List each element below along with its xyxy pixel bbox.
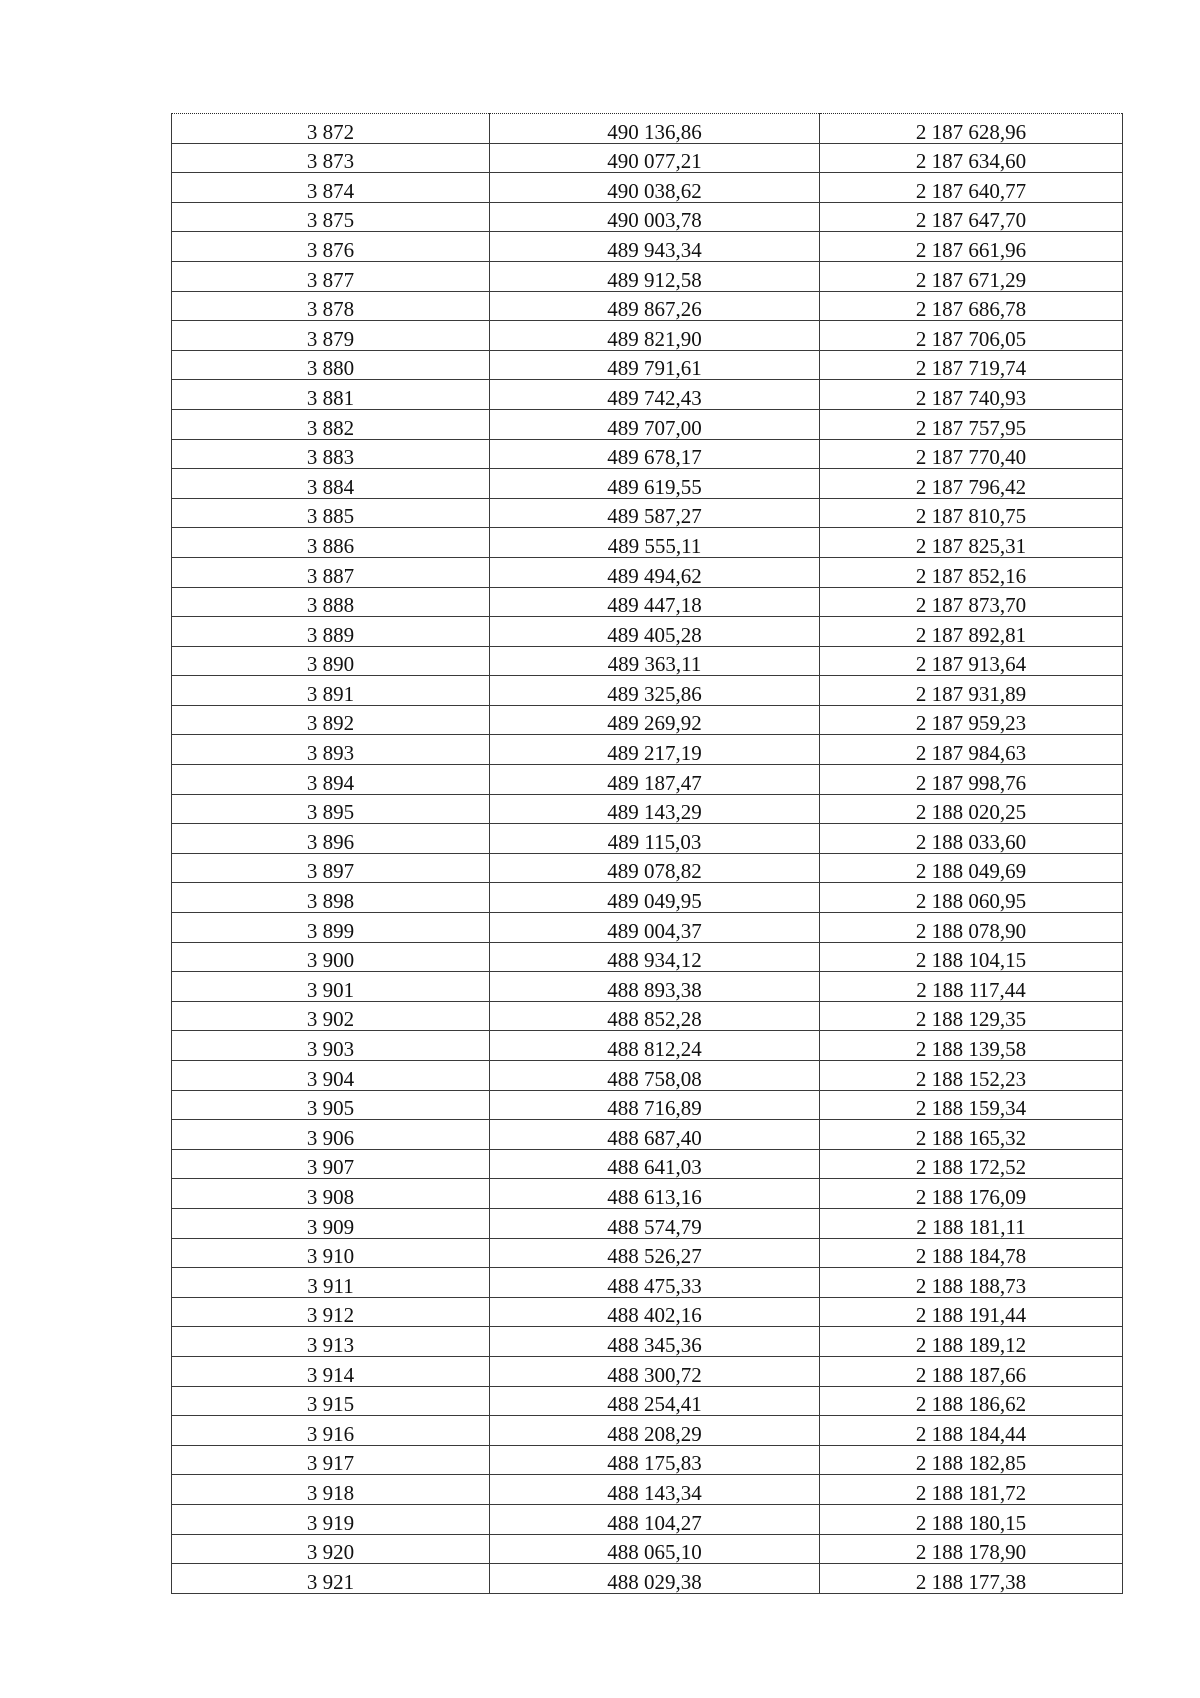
x-coordinate-cell: 489 791,61 bbox=[490, 350, 820, 380]
y-coordinate-cell: 2 187 892,81 bbox=[820, 617, 1123, 647]
x-coordinate-cell: 488 254,41 bbox=[490, 1386, 820, 1416]
table-row bbox=[172, 913, 1123, 943]
x-coordinate-cell: 489 405,28 bbox=[490, 617, 820, 647]
x-coordinate-cell: 489 742,43 bbox=[490, 380, 820, 410]
y-coordinate-cell: 2 187 913,64 bbox=[820, 646, 1123, 676]
x-coordinate-cell: 488 687,40 bbox=[490, 1120, 820, 1150]
point-number-cell: 3 912 bbox=[172, 1297, 490, 1327]
point-number-cell: 3 880 bbox=[172, 350, 490, 380]
table-row bbox=[172, 646, 1123, 676]
y-coordinate-cell: 2 187 671,29 bbox=[820, 261, 1123, 291]
table-row bbox=[172, 439, 1123, 469]
x-coordinate-cell: 488 175,83 bbox=[490, 1445, 820, 1475]
table-row bbox=[172, 528, 1123, 558]
table-row bbox=[172, 1090, 1123, 1120]
x-coordinate-cell: 488 574,79 bbox=[490, 1208, 820, 1238]
table-row bbox=[172, 1386, 1123, 1416]
point-number-cell: 3 907 bbox=[172, 1149, 490, 1179]
x-coordinate-cell: 489 078,82 bbox=[490, 853, 820, 883]
y-coordinate-cell: 2 188 188,73 bbox=[820, 1268, 1123, 1298]
y-coordinate-cell: 2 188 184,44 bbox=[820, 1416, 1123, 1446]
x-coordinate-cell: 489 049,95 bbox=[490, 883, 820, 913]
x-coordinate-cell: 488 893,38 bbox=[490, 972, 820, 1002]
table-row bbox=[172, 883, 1123, 913]
y-coordinate-cell: 2 188 152,23 bbox=[820, 1061, 1123, 1091]
point-number-cell: 3 884 bbox=[172, 469, 490, 499]
y-coordinate-cell: 2 188 176,09 bbox=[820, 1179, 1123, 1209]
point-number-cell: 3 883 bbox=[172, 439, 490, 469]
point-number-cell: 3 906 bbox=[172, 1120, 490, 1150]
table-row bbox=[172, 498, 1123, 528]
x-coordinate-cell: 488 852,28 bbox=[490, 1001, 820, 1031]
x-coordinate-cell: 488 104,27 bbox=[490, 1504, 820, 1534]
table-row bbox=[172, 261, 1123, 291]
table-row bbox=[172, 1445, 1123, 1475]
x-coordinate-cell: 489 587,27 bbox=[490, 498, 820, 528]
table-row bbox=[172, 1416, 1123, 1446]
table-row bbox=[172, 587, 1123, 617]
y-coordinate-cell: 2 187 686,78 bbox=[820, 291, 1123, 321]
x-coordinate-cell: 489 707,00 bbox=[490, 409, 820, 439]
point-number-cell: 3 909 bbox=[172, 1208, 490, 1238]
y-coordinate-cell: 2 188 033,60 bbox=[820, 824, 1123, 854]
point-number-cell: 3 877 bbox=[172, 261, 490, 291]
table-row bbox=[172, 1061, 1123, 1091]
point-number-cell: 3 916 bbox=[172, 1416, 490, 1446]
table-row bbox=[172, 1564, 1123, 1594]
point-number-cell: 3 905 bbox=[172, 1090, 490, 1120]
point-number-cell: 3 902 bbox=[172, 1001, 490, 1031]
y-coordinate-cell: 2 187 706,05 bbox=[820, 321, 1123, 351]
y-coordinate-cell: 2 188 187,66 bbox=[820, 1356, 1123, 1386]
y-coordinate-cell: 2 188 186,62 bbox=[820, 1386, 1123, 1416]
point-number-cell: 3 889 bbox=[172, 617, 490, 647]
table-row bbox=[172, 173, 1123, 203]
table-row bbox=[172, 824, 1123, 854]
y-coordinate-cell: 2 187 661,96 bbox=[820, 232, 1123, 262]
x-coordinate-cell: 489 447,18 bbox=[490, 587, 820, 617]
table-row bbox=[172, 1001, 1123, 1031]
point-number-cell: 3 904 bbox=[172, 1061, 490, 1091]
table-row bbox=[172, 409, 1123, 439]
x-coordinate-cell: 488 526,27 bbox=[490, 1238, 820, 1268]
table-row bbox=[172, 705, 1123, 735]
coordinates-table bbox=[171, 113, 1123, 1594]
table-row bbox=[172, 617, 1123, 647]
x-coordinate-cell: 489 555,11 bbox=[490, 528, 820, 558]
point-number-cell: 3 921 bbox=[172, 1564, 490, 1594]
y-coordinate-cell: 2 187 647,70 bbox=[820, 202, 1123, 232]
point-number-cell: 3 893 bbox=[172, 735, 490, 765]
x-coordinate-cell: 488 613,16 bbox=[490, 1179, 820, 1209]
table-row bbox=[172, 1297, 1123, 1327]
table-row bbox=[172, 765, 1123, 795]
y-coordinate-cell: 2 188 189,12 bbox=[820, 1327, 1123, 1357]
x-coordinate-cell: 489 269,92 bbox=[490, 705, 820, 735]
point-number-cell: 3 881 bbox=[172, 380, 490, 410]
table-row bbox=[172, 1534, 1123, 1564]
table-row bbox=[172, 557, 1123, 587]
point-number-cell: 3 913 bbox=[172, 1327, 490, 1357]
point-number-cell: 3 900 bbox=[172, 942, 490, 972]
x-coordinate-cell: 488 812,24 bbox=[490, 1031, 820, 1061]
x-coordinate-cell: 489 363,11 bbox=[490, 646, 820, 676]
x-coordinate-cell: 488 300,72 bbox=[490, 1356, 820, 1386]
x-coordinate-cell: 489 187,47 bbox=[490, 765, 820, 795]
y-coordinate-cell: 2 188 049,69 bbox=[820, 853, 1123, 883]
x-coordinate-cell: 489 867,26 bbox=[490, 291, 820, 321]
table-row bbox=[172, 1356, 1123, 1386]
y-coordinate-cell: 2 188 060,95 bbox=[820, 883, 1123, 913]
x-coordinate-cell: 489 912,58 bbox=[490, 261, 820, 291]
table-row bbox=[172, 1149, 1123, 1179]
x-coordinate-cell: 489 619,55 bbox=[490, 469, 820, 499]
x-coordinate-cell: 490 136,86 bbox=[490, 114, 820, 144]
point-number-cell: 3 873 bbox=[172, 143, 490, 173]
y-coordinate-cell: 2 188 139,58 bbox=[820, 1031, 1123, 1061]
table-row bbox=[172, 469, 1123, 499]
table-row bbox=[172, 380, 1123, 410]
point-number-cell: 3 890 bbox=[172, 646, 490, 676]
point-number-cell: 3 898 bbox=[172, 883, 490, 913]
point-number-cell: 3 903 bbox=[172, 1031, 490, 1061]
point-number-cell: 3 872 bbox=[172, 114, 490, 144]
point-number-cell: 3 892 bbox=[172, 705, 490, 735]
y-coordinate-cell: 2 188 181,72 bbox=[820, 1475, 1123, 1505]
y-coordinate-cell: 2 188 178,90 bbox=[820, 1534, 1123, 1564]
x-coordinate-cell: 488 402,16 bbox=[490, 1297, 820, 1327]
point-number-cell: 3 910 bbox=[172, 1238, 490, 1268]
point-number-cell: 3 891 bbox=[172, 676, 490, 706]
y-coordinate-cell: 2 187 719,74 bbox=[820, 350, 1123, 380]
x-coordinate-cell: 490 038,62 bbox=[490, 173, 820, 203]
y-coordinate-cell: 2 187 984,63 bbox=[820, 735, 1123, 765]
y-coordinate-cell: 2 187 640,77 bbox=[820, 173, 1123, 203]
table-row bbox=[172, 794, 1123, 824]
x-coordinate-cell: 489 678,17 bbox=[490, 439, 820, 469]
x-coordinate-cell: 489 943,34 bbox=[490, 232, 820, 262]
table-row bbox=[172, 1504, 1123, 1534]
x-coordinate-cell: 488 065,10 bbox=[490, 1534, 820, 1564]
y-coordinate-cell: 2 188 182,85 bbox=[820, 1445, 1123, 1475]
x-coordinate-cell: 488 143,34 bbox=[490, 1475, 820, 1505]
y-coordinate-cell: 2 187 931,89 bbox=[820, 676, 1123, 706]
x-coordinate-cell: 490 003,78 bbox=[490, 202, 820, 232]
y-coordinate-cell: 2 187 810,75 bbox=[820, 498, 1123, 528]
y-coordinate-cell: 2 188 181,11 bbox=[820, 1208, 1123, 1238]
y-coordinate-cell: 2 188 159,34 bbox=[820, 1090, 1123, 1120]
point-number-cell: 3 885 bbox=[172, 498, 490, 528]
point-number-cell: 3 911 bbox=[172, 1268, 490, 1298]
table-row bbox=[172, 321, 1123, 351]
x-coordinate-cell: 489 325,86 bbox=[490, 676, 820, 706]
x-coordinate-cell: 488 716,89 bbox=[490, 1090, 820, 1120]
point-number-cell: 3 897 bbox=[172, 853, 490, 883]
y-coordinate-cell: 2 187 757,95 bbox=[820, 409, 1123, 439]
table-row bbox=[172, 676, 1123, 706]
point-number-cell: 3 886 bbox=[172, 528, 490, 558]
x-coordinate-cell: 489 821,90 bbox=[490, 321, 820, 351]
y-coordinate-cell: 2 187 740,93 bbox=[820, 380, 1123, 410]
table-row bbox=[172, 350, 1123, 380]
table-row bbox=[172, 291, 1123, 321]
y-coordinate-cell: 2 188 078,90 bbox=[820, 913, 1123, 943]
table-row bbox=[172, 1120, 1123, 1150]
y-coordinate-cell: 2 187 825,31 bbox=[820, 528, 1123, 558]
point-number-cell: 3 915 bbox=[172, 1386, 490, 1416]
point-number-cell: 3 908 bbox=[172, 1179, 490, 1209]
y-coordinate-cell: 2 187 998,76 bbox=[820, 765, 1123, 795]
point-number-cell: 3 875 bbox=[172, 202, 490, 232]
y-coordinate-cell: 2 187 852,16 bbox=[820, 557, 1123, 587]
point-number-cell: 3 919 bbox=[172, 1504, 490, 1534]
table-row bbox=[172, 735, 1123, 765]
point-number-cell: 3 878 bbox=[172, 291, 490, 321]
y-coordinate-cell: 2 187 628,96 bbox=[820, 114, 1123, 144]
point-number-cell: 3 901 bbox=[172, 972, 490, 1002]
x-coordinate-cell: 489 143,29 bbox=[490, 794, 820, 824]
table-row bbox=[172, 232, 1123, 262]
table-row bbox=[172, 143, 1123, 173]
point-number-cell: 3 896 bbox=[172, 824, 490, 854]
table-row bbox=[172, 972, 1123, 1002]
y-coordinate-cell: 2 188 117,44 bbox=[820, 972, 1123, 1002]
y-coordinate-cell: 2 188 180,15 bbox=[820, 1504, 1123, 1534]
point-number-cell: 3 917 bbox=[172, 1445, 490, 1475]
point-number-cell: 3 899 bbox=[172, 913, 490, 943]
y-coordinate-cell: 2 188 172,52 bbox=[820, 1149, 1123, 1179]
table-row bbox=[172, 1327, 1123, 1357]
point-number-cell: 3 918 bbox=[172, 1475, 490, 1505]
x-coordinate-cell: 488 029,38 bbox=[490, 1564, 820, 1594]
x-coordinate-cell: 488 641,03 bbox=[490, 1149, 820, 1179]
y-coordinate-cell: 2 187 770,40 bbox=[820, 439, 1123, 469]
table-row bbox=[172, 1208, 1123, 1238]
y-coordinate-cell: 2 188 165,32 bbox=[820, 1120, 1123, 1150]
x-coordinate-cell: 488 345,36 bbox=[490, 1327, 820, 1357]
table-row bbox=[172, 1268, 1123, 1298]
x-coordinate-cell: 488 208,29 bbox=[490, 1416, 820, 1446]
x-coordinate-cell: 489 115,03 bbox=[490, 824, 820, 854]
table-row bbox=[172, 1475, 1123, 1505]
y-coordinate-cell: 2 188 177,38 bbox=[820, 1564, 1123, 1594]
table-row bbox=[172, 1238, 1123, 1268]
x-coordinate-cell: 488 934,12 bbox=[490, 942, 820, 972]
table-row bbox=[172, 114, 1123, 144]
point-number-cell: 3 894 bbox=[172, 765, 490, 795]
x-coordinate-cell: 489 217,19 bbox=[490, 735, 820, 765]
y-coordinate-cell: 2 188 129,35 bbox=[820, 1001, 1123, 1031]
point-number-cell: 3 874 bbox=[172, 173, 490, 203]
point-number-cell: 3 882 bbox=[172, 409, 490, 439]
point-number-cell: 3 914 bbox=[172, 1356, 490, 1386]
y-coordinate-cell: 2 187 796,42 bbox=[820, 469, 1123, 499]
point-number-cell: 3 920 bbox=[172, 1534, 490, 1564]
point-number-cell: 3 888 bbox=[172, 587, 490, 617]
table-row bbox=[172, 942, 1123, 972]
x-coordinate-cell: 489 494,62 bbox=[490, 557, 820, 587]
table-row bbox=[172, 853, 1123, 883]
table-row bbox=[172, 1179, 1123, 1209]
x-coordinate-cell: 490 077,21 bbox=[490, 143, 820, 173]
x-coordinate-cell: 488 758,08 bbox=[490, 1061, 820, 1091]
y-coordinate-cell: 2 188 191,44 bbox=[820, 1297, 1123, 1327]
y-coordinate-cell: 2 188 020,25 bbox=[820, 794, 1123, 824]
point-number-cell: 3 895 bbox=[172, 794, 490, 824]
coordinates-table-body bbox=[172, 114, 1123, 1594]
table-row bbox=[172, 202, 1123, 232]
y-coordinate-cell: 2 187 873,70 bbox=[820, 587, 1123, 617]
point-number-cell: 3 876 bbox=[172, 232, 490, 262]
y-coordinate-cell: 2 187 634,60 bbox=[820, 143, 1123, 173]
point-number-cell: 3 879 bbox=[172, 321, 490, 351]
x-coordinate-cell: 489 004,37 bbox=[490, 913, 820, 943]
y-coordinate-cell: 2 188 104,15 bbox=[820, 942, 1123, 972]
point-number-cell: 3 887 bbox=[172, 557, 490, 587]
table-row bbox=[172, 1031, 1123, 1061]
y-coordinate-cell: 2 188 184,78 bbox=[820, 1238, 1123, 1268]
y-coordinate-cell: 2 187 959,23 bbox=[820, 705, 1123, 735]
x-coordinate-cell: 488 475,33 bbox=[490, 1268, 820, 1298]
